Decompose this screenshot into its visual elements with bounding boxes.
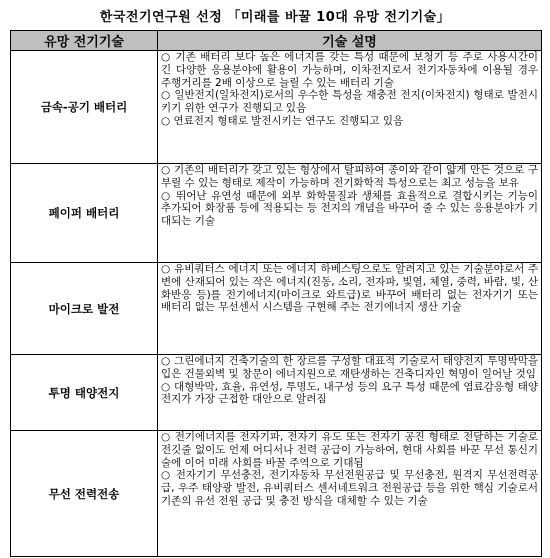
description-item: ○ 그린에너지 건축기술의 한 장르를 구성할 대표적 기술로서 태양전지 투명박막을 입은 건물외벽 및 창문이 에너지원으로 재탄생하는 건축디자인 혁명이 일어날 것임 — [161, 355, 538, 380]
tech-table — [10, 30, 542, 557]
table-row — [11, 51, 542, 164]
tech-description — [158, 355, 542, 431]
table-row — [11, 431, 542, 557]
table-row — [11, 164, 542, 263]
tech-description — [158, 431, 542, 557]
description-item: ○ 기존 배터리 보다 높은 에너지를 갖는 특성 때문에 보청기 등 주로 사용시간이 긴 다양한 응용분야에 활용이 가능하며, 이차전지로서 전기자동차에 이용될 경우 주행거리를 2배 이상으로 늘릴 수 있는 배터리 기술 — [161, 51, 538, 89]
description-item: ○ 연료전지 형태로 발전시키는 연구도 진행되고 있음 — [161, 114, 404, 127]
header-description: 기술 설명 — [158, 31, 542, 51]
table-header-row — [11, 31, 542, 51]
tech-description — [158, 51, 542, 164]
description-item: ○ 전자기기 무선충전, 전기자동차 무선전원공급 및 무선충전, 원격지 무선전력공급, 우주 태양광 발전, 유비쿼터스 센서네트워크 전원공급 등을 위한 핵심 기술로서 기존의 유선 전원 공급 및 충전 방식을 대체할 수 있는 기술 — [161, 469, 538, 507]
page-title: 한국전기연구원 선정 「미래를 바꿀 10대 유망 전기기술」 — [99, 10, 451, 25]
tech-name: 투명 태양전지 — [11, 355, 158, 431]
description-item: ○ 대형박막, 효율, 유연성, 투명도, 내구성 등의 요구 특성 때문에 염료감응형 태양전지가 가장 근접한 대안으로 알려짐 — [161, 380, 538, 406]
description-item: ○ 전기에너지를 전자기파, 전자기 유도 또는 전자기 공진 형태로 전달하는 기술로 전깃줄 없이도 언제 어디서나 전력 공급이 가능하여, 현대 사회를 바꾼 무선 통신기술에 이어 미래 사회를 바꿀 주역으로 기대됨 — [161, 431, 538, 469]
tech-name: 마이크로 발전 — [11, 263, 158, 355]
tech-name: 페이퍼 배터리 — [11, 164, 158, 263]
description-item: ○ 뛰어난 유연성 때문에 외부 화학물질과 생체를 효율적으로 결합시키는 기능이 추가되어 화장품 등에 적용되는 등 전지의 개념을 바꾸어 줄 수 있는 응용분야가 기대되는 기술 — [161, 189, 538, 228]
table-row — [11, 263, 542, 355]
table-row — [11, 355, 542, 431]
description-item: ○ 일반전지(일차전지)로서의 우수한 특성을 재충전 전지(이차전지) 형태로 발전시키기 위한 연구가 진행되고 있음 — [161, 89, 538, 115]
tech-description — [158, 164, 542, 263]
header-technology: 유망 전기기술 — [11, 31, 158, 51]
tech-name: 금속-공기 배터리 — [11, 51, 158, 164]
tech-description — [158, 263, 542, 355]
description-item: ○ 유비쿼터스 에너지 또는 에너지 하베스팅으로도 알려지고 있는 기술분야로서 주변에 산재되어 있는 작은 에너지(진동, 소리, 전자파, 빛열, 체열, 중력, 바람, 빛, 산화반응 등)를 전기에너지(마이크로 와트급)로 바꾸어 배터리 없는 전자기기 또는 배터리 없는 무선센서 시스템을 구현해 주는 전기에너지 생산 기술 — [161, 263, 538, 314]
tech-name: 무선 전력전송 — [11, 431, 158, 557]
description-item: ○ 기존의 배터리가 갖고 있는 형상에서 탈피하여 종이와 같이 얇게 만든 것으로 구부릴 수 있는 형태로 제작이 가능하며 전기화학적 특성으로는 최고 성능을 보유 — [161, 164, 538, 189]
